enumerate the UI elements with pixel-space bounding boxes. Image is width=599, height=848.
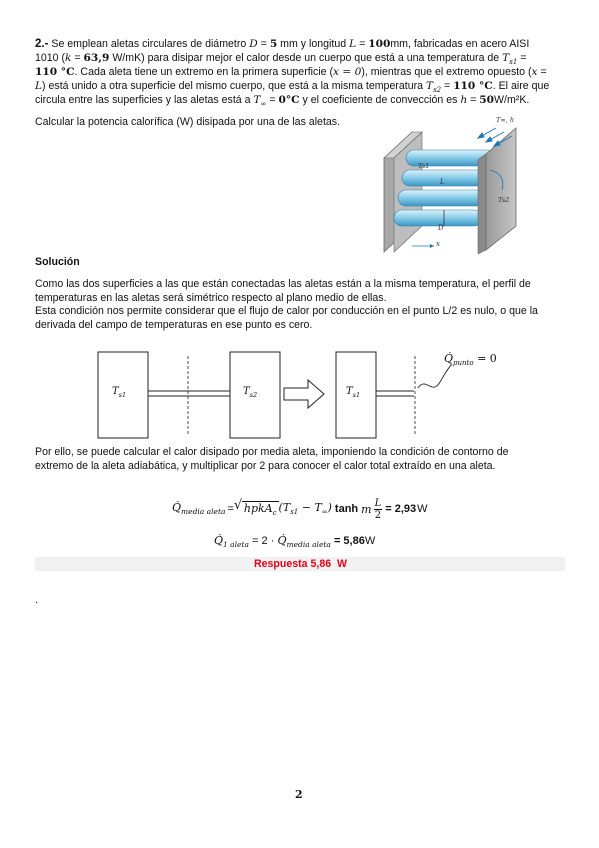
tinf-h-label: T∞, h xyxy=(496,116,515,124)
text-line: Por ello, se puede calcular el calor disipado por media aleta, imponiendo la condición de contorno de xyxy=(35,446,509,458)
text: ) está unido a otra superficie del mismo cuerpo, que está a la misma temperatura xyxy=(42,80,424,92)
math-L-val: 100 xyxy=(368,38,391,50)
text: y longitud xyxy=(300,38,347,50)
fraction-L-over-2: $\frac{L}{2}$ xyxy=(374,497,382,521)
solution-paragraph-1 xyxy=(35,278,565,332)
text: . Cada aleta tiene un extremo en la primera superficie ( xyxy=(74,66,334,78)
math-x0: x = 0 xyxy=(333,66,362,78)
q-punto-label: $Q̇_{punto} = 0$ xyxy=(444,352,497,368)
text: mm, fabricadas en acero AISI xyxy=(390,38,530,50)
text: mm xyxy=(280,38,298,50)
math-h: h xyxy=(460,94,468,106)
stray-dot: . xyxy=(35,594,38,606)
fin-figure xyxy=(374,114,526,254)
solution-heading: Solución xyxy=(35,256,80,268)
tanh: tanh xyxy=(334,503,359,515)
math-eq: = xyxy=(356,38,369,50)
problem-number: 2.- xyxy=(35,38,49,50)
math-D: D xyxy=(249,38,258,50)
math-h-val: 50 xyxy=(479,94,495,106)
block-label-ts1-half: $T_{s1}$ xyxy=(346,386,361,399)
text: 1010 ( xyxy=(35,52,66,64)
page-number: 2 xyxy=(295,788,303,801)
math-eq: = xyxy=(266,94,279,106)
math-eq: = xyxy=(257,38,270,50)
math-k: k xyxy=(65,52,72,64)
text: . El aire que xyxy=(492,80,550,92)
text-line: extremo de la aleta adiabática, y multiplicar por 2 para conocer el calor total extraído en una aleta. xyxy=(35,459,496,472)
text: W/m²K. xyxy=(494,94,530,106)
math-x: x xyxy=(531,66,538,78)
math-eq: = xyxy=(537,66,547,78)
fin-illustration xyxy=(374,114,526,254)
math-Ts2: $T_{s2}$ xyxy=(425,80,442,95)
block-label-ts2: $T_{s2}$ xyxy=(243,386,258,399)
text: circula entre las superficies y las aletas está a xyxy=(35,94,251,106)
text-line: Esta condición nos permite considerar que el flujo de calor por conducción en el punto L/2 es nulo, o que la xyxy=(35,305,538,318)
problem-line-1 xyxy=(35,38,565,52)
text: ), mientras que el extremo opuesto ( xyxy=(361,66,532,78)
math-Tinf: $T_\infty$ xyxy=(253,94,267,109)
D-label: D xyxy=(438,224,444,232)
math-Ts1-val: 110 °C xyxy=(35,66,75,78)
math-Ts1: $T_{s1}$ xyxy=(502,52,518,67)
math-L: L xyxy=(35,80,43,92)
ts1-label: Ts1 xyxy=(418,162,430,170)
question: Calcular la potencia calorífica (W) disipada por una de las aletas. xyxy=(35,116,341,128)
problem-line-3 xyxy=(35,66,565,80)
text-line: temperaturas en las aletas será simétrico respecto al plano medio de ellas. xyxy=(35,291,387,304)
problem-line-5 xyxy=(35,94,565,112)
text-line: Como las dos superficies a las que están conectadas las aletas están a la misma temperatura, el perfil de xyxy=(35,278,531,290)
math-eq: = xyxy=(441,80,454,92)
L-label: L xyxy=(440,178,445,186)
block-label-ts1: $T_{s1}$ xyxy=(112,386,127,399)
ts2-label: Ts2 xyxy=(498,196,510,204)
equation-1-aleta: $Q̇_{1 aleta} = 2$ · $Q̇_{media aleta} = 5,86W$ xyxy=(214,534,376,550)
math-eq: = xyxy=(71,52,84,64)
answer-label: Respuesta 5,86 W xyxy=(254,558,348,570)
math-Ts2-val: 110 °C xyxy=(453,80,493,92)
x-label: x xyxy=(436,240,440,248)
schematic-diagram xyxy=(96,350,536,440)
text: W/mK) para disipar mejor el calor desde un cuerpo que está a una temperatura de xyxy=(112,52,500,64)
text: Se emplean aletas circulares de diámetro xyxy=(51,38,247,50)
text-line: derivada del campo de temperaturas en ese punto es cero. xyxy=(35,318,313,331)
math-Tinf-val: 0°C xyxy=(278,94,300,106)
solution-paragraph-2 xyxy=(35,446,565,473)
math-eq: = xyxy=(467,94,480,106)
math-L: L xyxy=(349,38,357,50)
text: y el coeficiente de convección es xyxy=(302,94,458,106)
sqrt-term: √ hpkA$_c$ xyxy=(233,497,277,518)
math-eq: = xyxy=(517,52,527,64)
equation-media-aleta: $Q̇_{media aleta}$ = √ hpkA$_c$ $(T_{s1} - T_\infty)$ tanh m $\frac{L}{2}$ = 2,93 W xyxy=(172,497,428,521)
math-k-val: 63,9 xyxy=(83,52,110,64)
math-D-val: 5 xyxy=(269,38,278,50)
